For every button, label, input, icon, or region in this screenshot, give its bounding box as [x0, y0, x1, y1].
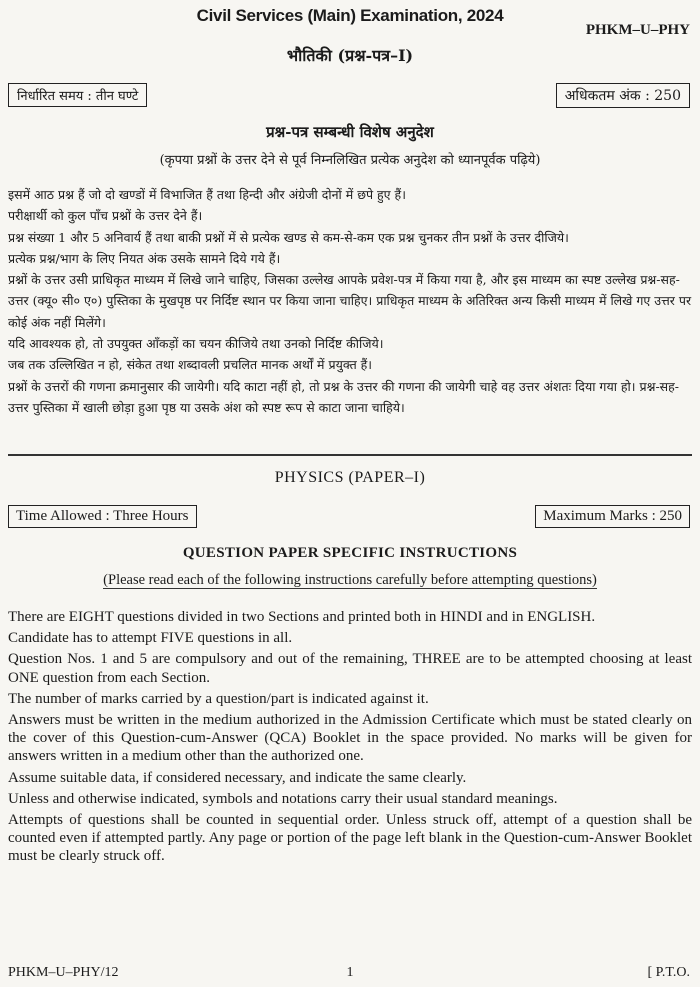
- hindi-instructions-list: [8, 184, 692, 418]
- english-instruction-7: Unless and otherwise indicated, symbols and notations carry their usual standard meanings.: [8, 790, 558, 807]
- english-paper-title: PHYSICS (PAPER–I): [274, 469, 426, 486]
- english-instruction-4: The number of marks carried by a question/part is indicated against it.: [8, 690, 429, 707]
- hindi-instructions-subheading: (कृपया प्रश्नों के उत्तर देने से पूर्व निम्नलिखित प्रत्येक अनुदेश को ध्यानपूर्वक पढ़िये): [159, 153, 541, 168]
- english-instructions-heading: QUESTION PAPER SPECIFIC INSTRUCTIONS: [182, 545, 518, 561]
- english-instructions-subheading: [0, 572, 700, 589]
- hindi-instruction-8: प्रश्नों के उत्तरों की गणना क्रमानुसार की जायेगी। यदि काटा नहीं हो, तो प्रश्न के उत्तर की गणना की जायेगी चाहे वह उत्तर अंशतः दिया गया हो। प्रश्न-सह-उत्तर पुस्तिका में खाली छोड़ा हुआ पृष्ठ या उसके अंश को स्पष्ट रूप से काटा जाना चाहिये।: [8, 378, 679, 415]
- hindi-instruction-3: प्रश्न संख्या 1 और 5 अनिवार्य हैं तथा बाकी प्रश्नों में से प्रत्येक खण्ड से कम-से-कम एक प्रश्न चुनकर तीन प्रश्नों के उत्तर दीजिये।: [8, 229, 569, 245]
- english-instruction-5: Answers must be written in the medium authorized in the Admission Certificate which must be stated clearly on the cover of this Question-cum-Answer (QCA) Booklet in the space provided. No marks will be given for answers written in a medium other than the authorized one.: [8, 712, 692, 765]
- english-instruction-2: Candidate has to attempt FIVE questions in all.: [8, 630, 293, 647]
- hindi-instructions-heading: प्रश्न-पत्र सम्बन्धी विशेष अनुदेश: [266, 123, 434, 141]
- hindi-instruction-5: प्रश्नों के उत्तर उसी प्राधिकृत माध्यम में लिखे जाने चाहिए, जिसका उल्लेख आपके प्रवेश-पत्र में किया गया है, और इस माध्यम का स्पष्ट उल्लेख प्रश्न-सह-उत्तर (क्यू० सी० ए०) पुस्तिका के मुखपृष्ठ पर निर्दिष्ट स्थान पर किया जाना चाहिए। प्राधिकृत माध्यम के अतिरिक्त अन्य किसी माध्यम में लिखे गए उत्तर पर कोई अंक नहीं मिलेंगे।: [8, 272, 692, 330]
- hindi-max-marks: अधिकतम अंक : 250: [556, 83, 690, 108]
- hindi-time-allowed: निर्धारित समय : तीन घण्टे: [8, 83, 147, 107]
- hindi-instruction-4: प्रत्येक प्रश्न/भाग के लिए नियत अंक उसके सामने दिये गये हैं।: [8, 250, 281, 266]
- english-time-allowed: Time Allowed : Three Hours: [8, 505, 197, 528]
- hindi-instruction-6: यदि आवश्यक हो, तो उपयुक्त आँकड़ों का चयन कीजिये तथा उनको निर्दिष्ट कीजिये।: [8, 336, 384, 352]
- footer-code: PHKM–U–PHY/12: [8, 965, 119, 980]
- english-instructions-list: [8, 608, 692, 869]
- pto-label: [ P.T.O.: [647, 965, 690, 980]
- english-max-marks: Maximum Marks : 250: [535, 505, 690, 528]
- section-divider: [8, 454, 692, 456]
- english-instruction-6: Assume suitable data, if considered necessary, and indicate the same clearly.: [8, 769, 467, 786]
- exam-title: Civil Services (Main) Examination, 2024: [196, 6, 504, 25]
- english-instruction-3: Question Nos. 1 and 5 are compulsory and out of the remaining, THREE are to be attempted choosing at least ONE question from each Section.: [8, 651, 692, 686]
- english-instruction-8: Attempts of questions shall be counted in sequential order. Unless struck off, attempt of a question shall be counted even if attempted partly. Any page or portion of the page left blank in the Question-cum-Answer Booklet must be clearly struck off.: [8, 812, 692, 865]
- english-subheading-text: (Please read each of the following instructions carefully before attempting questions): [103, 572, 597, 588]
- page-number: 1: [346, 965, 354, 980]
- hindi-instruction-2: परीक्षार्थी को कुल पाँच प्रश्नों के उत्तर देने हैं।: [8, 208, 203, 224]
- hindi-instruction-1: इसमें आठ प्रश्न हैं जो दो खण्डों में विभाजित हैं तथा हिन्दी और अंग्रेजी दोनों में छपे हुए हैं।: [8, 187, 406, 202]
- hindi-instruction-7: जब तक उल्लिखित न हो, संकेत तथा शब्दावली प्रचलित मानक अर्थों में प्रयुक्त हैं।: [8, 357, 373, 373]
- hindi-paper-title: भौतिकी (प्रश्न-पत्र–I): [286, 46, 414, 65]
- english-instruction-1: There are EIGHT questions divided in two Sections and printed both in HINDI and in ENGLISH.: [8, 609, 596, 625]
- paper-code: PHKM–U–PHY: [585, 22, 690, 38]
